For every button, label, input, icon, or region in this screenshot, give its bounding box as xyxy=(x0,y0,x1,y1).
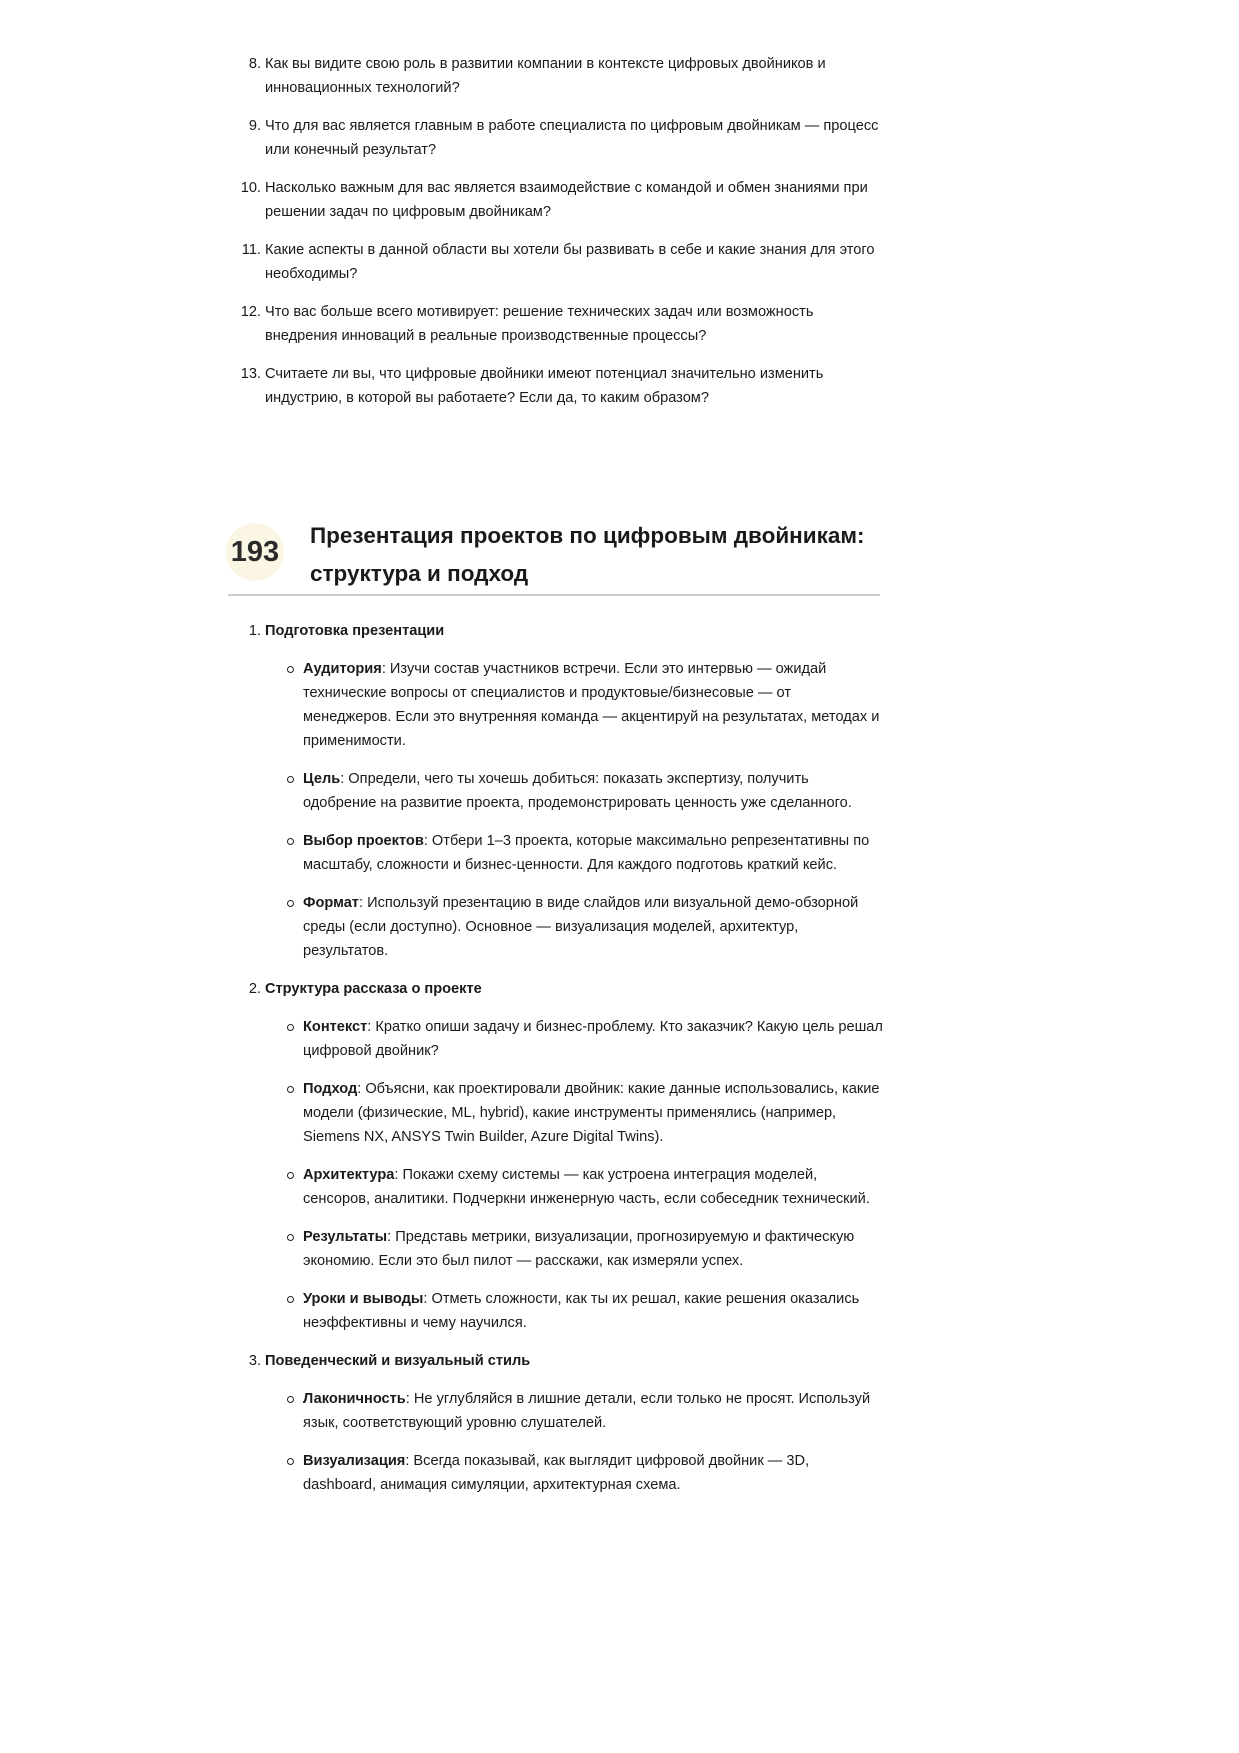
question-text: Насколько важным для вас является взаимодействие с командой и обмен знаниями при решении задач по цифровым двойникам? xyxy=(265,180,868,220)
bullet-text: : Отбери 1–3 проекта, которые максимально репрезентативны по масштабу, сложности и бизнес-ценности. Для каждого подготовь краткий кейс. xyxy=(303,833,870,873)
bullet-text: : Покажи схему системы — как устроена интеграция моделей, сенсоров, аналитики. Подчеркни инженерную часть, если собеседник технический. xyxy=(303,1167,870,1207)
bullet-item xyxy=(303,657,883,753)
section-item xyxy=(228,1349,883,1497)
bullet-item xyxy=(303,767,883,815)
question-item xyxy=(228,52,883,100)
bullet-text: : Объясни, как проектировали двойник: какие данные использовались, какие модели (физические, ML, hybrid), какие инструменты применялись (например, Siemens NX, ANSYS Twin Builder, Azure Digital Twins). xyxy=(303,1081,880,1145)
bullet-item xyxy=(303,1077,883,1149)
section-item-number: 3. xyxy=(248,1353,261,1369)
section-item-label: Подготовка презентации xyxy=(265,623,445,639)
bullet-term: Подход xyxy=(303,1081,358,1097)
bullet-item xyxy=(303,1287,883,1335)
bullet-item xyxy=(303,1449,883,1497)
bullet-term: Уроки и выводы xyxy=(303,1291,424,1307)
section-title: Презентация проектов по цифровым двойникам: структура и подход xyxy=(310,523,865,586)
bullet-item xyxy=(303,1387,883,1435)
bullet-text: : Не углубляйся в лишние детали, если только не просят. Используй язык, соответствующий уровню слушателей. xyxy=(303,1391,871,1431)
bullet-term: Визуализация xyxy=(303,1453,406,1469)
question-text: Считаете ли вы, что цифровые двойники имеют потенциал значительно изменить индустрию, в которой вы работаете? Если да, то каким образом? xyxy=(265,366,824,406)
section-item-label: Поведенческий и визуальный стиль xyxy=(265,1353,531,1369)
question-number: 10. xyxy=(240,180,261,196)
question-number: 12. xyxy=(240,304,261,320)
bullet-term: Выбор проектов xyxy=(303,833,424,849)
question-number: 11. xyxy=(241,242,261,258)
bullet-term: Цель xyxy=(303,771,341,787)
question-number: 8. xyxy=(248,56,261,72)
question-item xyxy=(228,362,883,410)
bullet-text: : Определи, чего ты хочешь добиться: показать экспертизу, получить одобрение на развитие проекта, продемонстрировать ценность уже сделанного. xyxy=(303,771,852,811)
bullet-text: : Используй презентацию в виде слайдов или визуальной демо-обзорной среды (если доступно). Основное — визуализация моделей, архитектур, результатов. xyxy=(303,895,859,959)
question-text: Что для вас является главным в работе специалиста по цифровым двойникам — процесс или конечный результат? xyxy=(265,118,879,158)
question-text: Как вы видите свою роль в развитии компании в контексте цифровых двойников и инновационных технологий? xyxy=(265,56,826,96)
section-item xyxy=(228,977,883,1335)
bullet-item xyxy=(303,1163,883,1211)
question-item xyxy=(228,300,883,348)
question-item xyxy=(228,176,883,224)
questions-list-container xyxy=(228,52,883,424)
bullet-term: Результаты xyxy=(303,1229,388,1245)
bullet-term: Архитектура xyxy=(303,1167,395,1183)
question-item xyxy=(228,238,883,286)
bullet-term: Аудитория xyxy=(303,661,382,677)
bullet-text: : Отметь сложности, как ты их решал, какие решения оказались неэффективны и чему научился. xyxy=(303,1291,860,1331)
section-number-badge: 193 xyxy=(226,523,284,581)
section-bullet-list xyxy=(265,1015,883,1335)
section-item-number: 1. xyxy=(248,623,261,639)
bullet-text: : Представь метрики, визуализации, прогнозируемую и фактическую экономию. Если это был пилот — расскажи, как измеряли успех. xyxy=(303,1229,855,1269)
bullet-text: : Изучи состав участников встречи. Если это интервью — ожидай технические вопросы от специалистов и продуктовые/бизнесовые — от менеджеров. Если это внутренняя команда — акцентируй на результатах, методах и применимости. xyxy=(303,661,880,749)
questions-list xyxy=(228,52,883,410)
bullet-text: : Всегда показывай, как выглядит цифровой двойник — 3D, dashboard, анимация симуляции, архитектурная схема. xyxy=(303,1453,810,1493)
section-bullet-list xyxy=(265,1387,883,1497)
sections-list xyxy=(228,619,883,1511)
bullet-item xyxy=(303,829,883,877)
bullet-item xyxy=(303,1225,883,1273)
question-number: 13. xyxy=(240,366,261,382)
bullet-item xyxy=(303,1015,883,1063)
section-item-label: Структура рассказа о проекте xyxy=(265,981,482,997)
question-text: Какие аспекты в данной области вы хотели бы развивать в себе и какие знания для этого необходимы? xyxy=(265,242,875,282)
section-item xyxy=(228,619,883,963)
question-text: Что вас больше всего мотивирует: решение технических задач или возможность внедрения инноваций в реальные производственные процессы? xyxy=(265,304,814,344)
section-item-number: 2. xyxy=(248,981,261,997)
bullet-term: Формат xyxy=(303,895,359,911)
bullet-term: Лаконичность xyxy=(303,1391,406,1407)
question-number: 9. xyxy=(248,118,261,134)
section-bullet-list xyxy=(265,657,883,963)
section-header xyxy=(228,515,880,596)
bullet-text: : Кратко опиши задачу и бизнес-проблему. Кто заказчик? Какую цель решал цифровой двойник? xyxy=(303,1019,883,1059)
bullet-term: Контекст xyxy=(303,1019,368,1035)
bullet-item xyxy=(303,891,883,963)
question-item xyxy=(228,114,883,162)
